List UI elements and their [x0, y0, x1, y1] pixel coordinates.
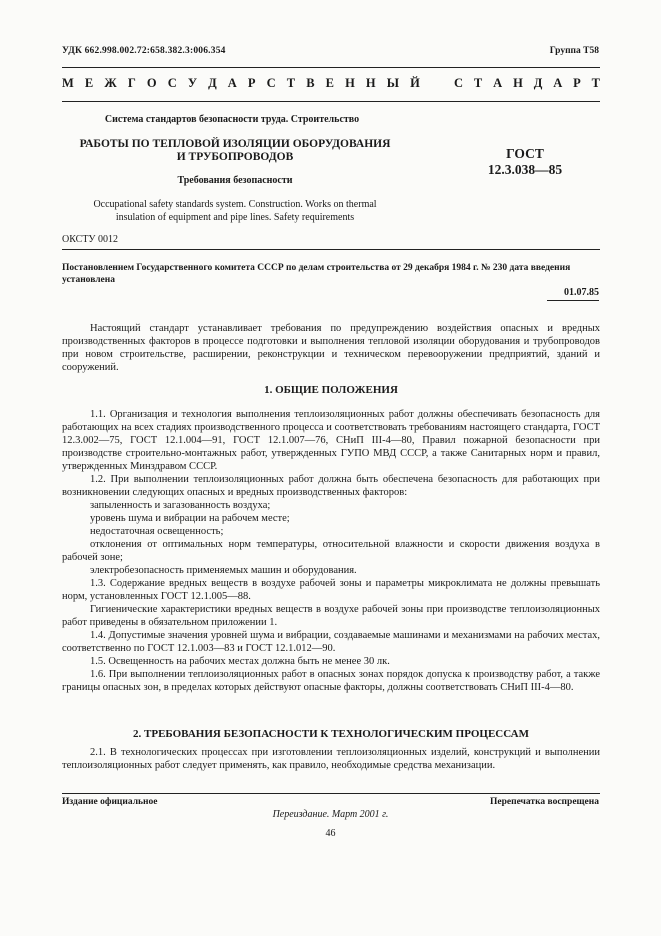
group-code: Группа Т58 [549, 46, 599, 56]
paragraph-1-5: 1.5. Освещенность на рабочих местах должна быть не менее 30 лк. [90, 656, 390, 667]
title-line-2: И ТРУБОПРОВОДОВ [176, 151, 294, 163]
banner-left-letter: Н [365, 76, 376, 90]
document-subtitle: Требования безопасности [177, 175, 293, 186]
standard-banner [62, 76, 600, 91]
banner-left-letter: Ы [386, 76, 400, 90]
banner-right-letter: Т [591, 76, 600, 90]
banner-left-letter: Д [208, 76, 217, 90]
banner-left-letter: Ж [104, 76, 117, 90]
banner-right [454, 76, 600, 91]
official-edition-label: Издание официальное [62, 797, 158, 807]
paragraph-1-1: 1.1. Организация и технология выполнения теплоизоляционных работ должны обеспечивать безопасность для работающих на всех стадиях производственного процесса и соответствовать требованиям настоящего стандарта, ГОСТ 12.3.002—75, ГОСТ 12.1.004—91, ГОСТ 12.1.007—76, СНиП III-4—80, Правил пожарной безопасности при производстве строительно-монтажных работ, утвержденных ГУПО МВД СССР, а также Санитарных норм и правил, утвержденных Минздравом СССР. [62, 409, 600, 472]
banner-right-letter: Н [513, 76, 523, 90]
page-number: 46 [325, 828, 336, 839]
intro-paragraph [62, 322, 600, 374]
system-title: Система стандартов безопасности труда. Строительство [104, 114, 360, 125]
banner-right-letter: А [553, 76, 563, 90]
factor-item: уровень шума и вибрации на рабочем месте; [90, 513, 290, 524]
banner-left-letter: Г [127, 76, 136, 90]
reprint-forbidden-label: Перепечатка воспрещена [489, 797, 599, 807]
english-title-line-2: insulation of equipment and pipe lines. Safety requirements [115, 212, 355, 223]
banner-left-letter: У [187, 76, 197, 90]
banner-left-letter: Т [286, 76, 296, 90]
english-title-line-1: Occupational safety standards system. Construction. Works on thermal [93, 199, 377, 210]
paragraph-1-6: 1.6. При выполнении теплоизоляционных работ в опасных зонах порядок допуска к производству работ, а также границы опасных зон, в пределах которых действуют опасные факторы, должны соответствовать СНиП III-4—80. [62, 669, 600, 693]
footer-rule [62, 793, 600, 794]
section-2-body [62, 746, 600, 772]
banner-bottom-rule [62, 101, 600, 102]
banner-left-letter: М [62, 76, 74, 90]
gost-label: ГОСТ [506, 146, 544, 161]
okstu-code: ОКСТУ 0012 [62, 234, 119, 245]
banner-left-letter: А [227, 76, 237, 90]
top-rule [62, 67, 600, 68]
title-line-1: РАБОТЫ ПО ТЕПЛОВОЙ ИЗОЛЯЦИИ ОБОРУДОВАНИЯ [79, 138, 391, 150]
banner-right-letter: Д [533, 76, 543, 90]
banner-left-letter: Й [410, 76, 420, 90]
section-1-body [62, 408, 600, 694]
paragraph-1-2: 1.2. При выполнении теплоизоляционных работ должна быть обеспечена безопасность для работающих при возникновении следующих опасных и вредных производственных факторов: [62, 474, 600, 498]
paragraph-1-3: 1.3. Содержание вредных веществ в воздухе рабочей зоны и параметры микроклимата не должны превышать норм, установленных ГОСТ 12.1.005—88. [62, 578, 600, 602]
section-2-heading: 2. ТРЕБОВАНИЯ БЕЗОПАСНОСТИ К ТЕХНОЛОГИЧЕСКИМ ПРОЦЕССАМ [133, 728, 529, 740]
banner-left-letter: Е [325, 76, 334, 90]
english-title [62, 198, 408, 224]
introduction-date: 01.07.85 [564, 287, 599, 298]
factor-item: электробезопасность применяемых машин и оборудования. [90, 565, 357, 576]
banner-left-letter: Р [247, 76, 256, 90]
gost-number: 12.3.038—85 [487, 162, 563, 177]
banner-right-letter: Р [573, 76, 581, 90]
paragraph-1-4: 1.4. Допустимые значения уровней шума и вибрации, создаваемые машинами и механизмами на рабочих местах, соответственно по ГОСТ 12.1.003—83 и ГОСТ 12.1.012—90. [62, 630, 600, 654]
document-title [62, 138, 408, 164]
banner-right-letter: Т [473, 76, 483, 90]
banner-left-letter: Н [345, 76, 355, 90]
banner-left-letter: Е [84, 76, 94, 90]
banner-right-letter: А [493, 76, 503, 90]
paragraph-2-1: 2.1. В технологических процессах при изготовлении теплоизоляционных изделий, конструкций и выполнении теплоизоляционных работ следует применять, как правило, необходимые средства механизации. [62, 747, 600, 771]
banner-right-letter: С [454, 76, 464, 90]
decree-text: Постановлением Государственного комитета СССР по делам строительства от 29 декабря 1984 г. № 230 дата введения установлена [62, 263, 571, 285]
udk-code: УДК 662.998.002.72:658.382.3:006.354 [62, 46, 226, 56]
banner-left-letter: С [167, 76, 177, 90]
banner-left-letter: С [266, 76, 276, 90]
paragraph-1-3-note: Гигиенические характеристики вредных веществ в воздухе рабочей зоны при производстве теплоизоляционных работ приведены в обязательном приложении 1. [62, 604, 600, 628]
banner-left-letter: О [146, 76, 157, 90]
banner-left-letter: В [306, 76, 315, 90]
reissue-note: Переиздание. Март 2001 г. [272, 809, 389, 820]
date-underline [547, 300, 599, 301]
banner-left [62, 76, 420, 91]
section-1-heading: 1. ОБЩИЕ ПОЛОЖЕНИЯ [264, 384, 398, 396]
factor-item: отклонения от оптимальных норм температуры, относительной влажности и скорости движения воздуха в рабочей зоне; [62, 539, 600, 563]
okstu-rule [62, 249, 600, 250]
factor-item: недостаточная освещенность; [90, 526, 224, 537]
intro-text: Настоящий стандарт устанавливает требования по предупреждению воздействия опасных и вредных производственных факторов в процессе подготовки и выполнения тепловой изоляции оборудования и трубопроводов при новом строительстве, расширении, реконструкции и техническом перевооружении предприятий, зданий и сооружений. [62, 323, 600, 373]
factor-item: запыленность и загазованность воздуха; [90, 500, 271, 511]
gost-designation [470, 146, 580, 178]
